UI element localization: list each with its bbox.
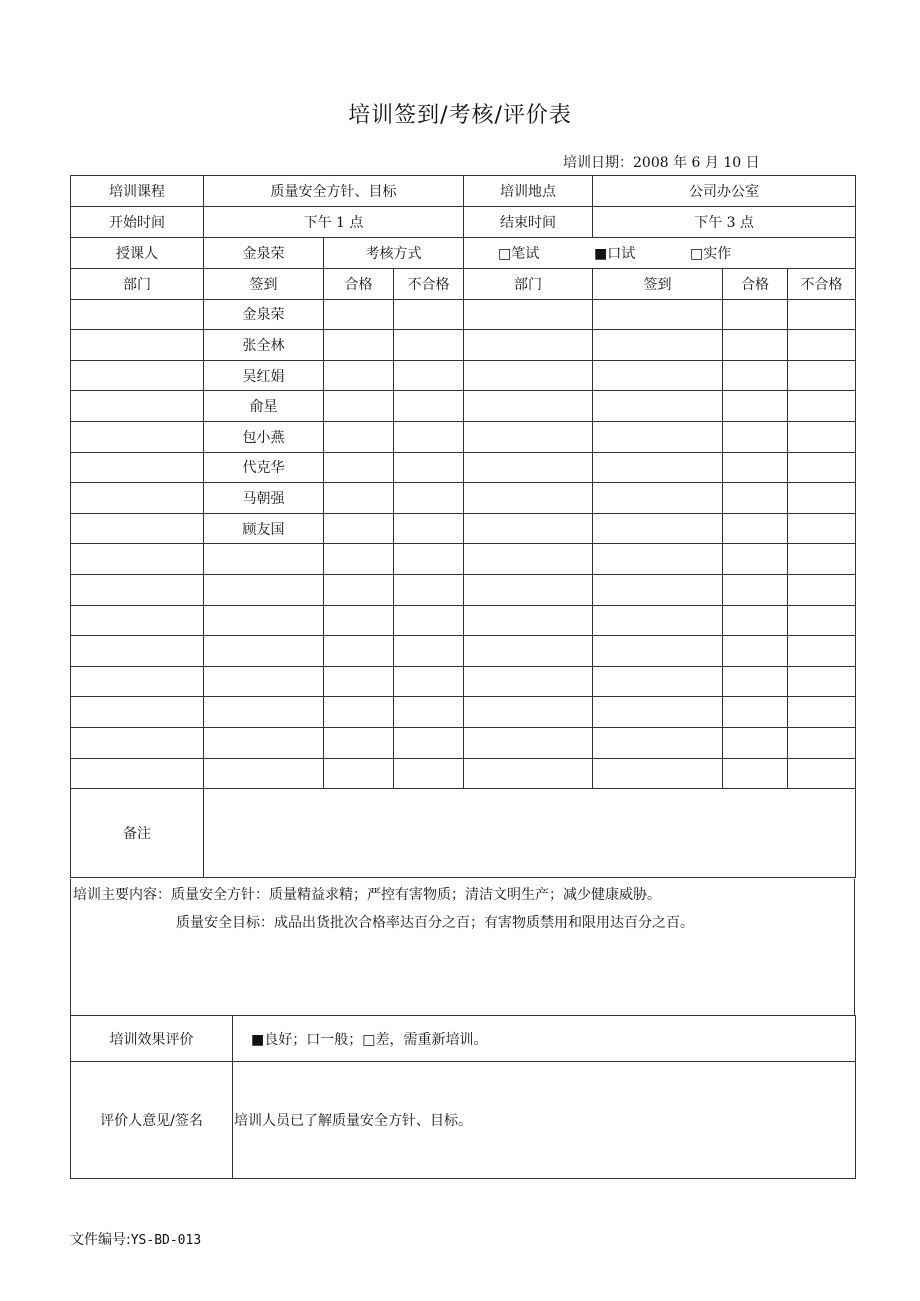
remarks-label: 备注 bbox=[71, 789, 204, 878]
end-time-label: 结束时间 bbox=[464, 207, 593, 238]
pass-cell-2[interactable] bbox=[723, 574, 788, 605]
fail-cell-2[interactable] bbox=[788, 605, 856, 636]
fail-cell-2[interactable] bbox=[788, 330, 856, 361]
fail-cell-1[interactable] bbox=[394, 452, 464, 483]
dept-cell-1[interactable] bbox=[71, 636, 204, 667]
pass-cell-1[interactable] bbox=[324, 666, 394, 697]
sign-cell-1[interactable] bbox=[204, 544, 324, 575]
method-options bbox=[464, 238, 856, 269]
fail-cell-2[interactable] bbox=[788, 299, 856, 330]
table-row bbox=[71, 330, 856, 361]
pass-cell-2[interactable] bbox=[723, 483, 788, 514]
pass-cell-1[interactable] bbox=[324, 605, 394, 636]
sign-cell-1[interactable] bbox=[204, 666, 324, 697]
sign-cell-2[interactable] bbox=[593, 636, 723, 667]
sign-cell-1[interactable]: 顾友国 bbox=[204, 513, 324, 544]
dept-cell-2[interactable] bbox=[464, 758, 593, 789]
dept-cell-1[interactable] bbox=[71, 574, 204, 605]
fail-cell-1[interactable] bbox=[394, 666, 464, 697]
dept-cell-2[interactable] bbox=[464, 299, 593, 330]
dept-cell-1[interactable] bbox=[71, 697, 204, 728]
dept-cell-2[interactable] bbox=[464, 330, 593, 361]
col-sign-2: 签到 bbox=[593, 269, 723, 300]
pass-cell-1[interactable] bbox=[324, 636, 394, 667]
pass-cell-2[interactable] bbox=[723, 421, 788, 452]
dept-cell-1[interactable] bbox=[71, 421, 204, 452]
table-row bbox=[71, 605, 856, 636]
dept-cell-2[interactable] bbox=[464, 666, 593, 697]
sign-cell-2[interactable] bbox=[593, 452, 723, 483]
dept-cell-1[interactable] bbox=[71, 727, 204, 758]
table-row bbox=[71, 421, 856, 452]
pass-cell-2[interactable] bbox=[723, 391, 788, 422]
sign-cell-2[interactable] bbox=[593, 574, 723, 605]
sign-cell-1[interactable] bbox=[204, 636, 324, 667]
dept-cell-2[interactable] bbox=[464, 483, 593, 514]
sign-cell-2[interactable] bbox=[593, 391, 723, 422]
document-number bbox=[70, 1229, 201, 1249]
fail-cell-2[interactable] bbox=[788, 758, 856, 789]
method-practical-checkbox[interactable]: □实作 bbox=[690, 246, 732, 262]
dept-cell-2[interactable] bbox=[464, 391, 593, 422]
fail-cell-2[interactable] bbox=[788, 391, 856, 422]
dept-cell-2[interactable] bbox=[464, 421, 593, 452]
dept-cell-1[interactable] bbox=[71, 452, 204, 483]
pass-cell-1[interactable] bbox=[324, 727, 394, 758]
opinion-value[interactable]: 培训人员已了解质量安全方针、目标。 bbox=[233, 1062, 856, 1179]
fail-cell-2[interactable] bbox=[788, 574, 856, 605]
sign-cell-1[interactable]: 马朝强 bbox=[204, 483, 324, 514]
dept-cell-1[interactable] bbox=[71, 544, 204, 575]
pass-cell-2[interactable] bbox=[723, 299, 788, 330]
dept-cell-2[interactable] bbox=[464, 574, 593, 605]
dept-cell-1[interactable] bbox=[71, 299, 204, 330]
course-label: 培训课程 bbox=[71, 176, 204, 207]
pass-cell-2[interactable] bbox=[723, 605, 788, 636]
training-date-value: 2008 年 6 月 10 日 bbox=[633, 155, 760, 171]
course-value: 质量安全方针、目标 bbox=[204, 176, 464, 207]
fail-cell-2[interactable] bbox=[788, 666, 856, 697]
fail-cell-2[interactable] bbox=[788, 636, 856, 667]
pass-cell-1[interactable] bbox=[324, 391, 394, 422]
dept-cell-1[interactable] bbox=[71, 483, 204, 514]
table-row bbox=[71, 574, 856, 605]
table-row bbox=[71, 758, 856, 789]
sign-cell-1[interactable]: 吴红娟 bbox=[204, 360, 324, 391]
pass-cell-1[interactable] bbox=[324, 758, 394, 789]
dept-cell-2[interactable] bbox=[464, 360, 593, 391]
fail-cell-1[interactable] bbox=[394, 360, 464, 391]
sign-cell-2[interactable] bbox=[593, 697, 723, 728]
fail-cell-1[interactable] bbox=[394, 727, 464, 758]
fail-cell-2[interactable] bbox=[788, 452, 856, 483]
dept-cell-1[interactable] bbox=[71, 758, 204, 789]
sign-cell-1[interactable]: 包小燕 bbox=[204, 421, 324, 452]
fail-cell-2[interactable] bbox=[788, 483, 856, 514]
pass-cell-1[interactable] bbox=[324, 513, 394, 544]
dept-cell-2[interactable] bbox=[464, 452, 593, 483]
method-label: 考核方式 bbox=[324, 238, 464, 269]
attendee-rows bbox=[71, 299, 856, 789]
fail-cell-1[interactable] bbox=[394, 697, 464, 728]
sign-cell-2[interactable] bbox=[593, 605, 723, 636]
sign-cell-1[interactable] bbox=[204, 697, 324, 728]
sign-cell-1[interactable]: 张全林 bbox=[204, 330, 324, 361]
sign-cell-2[interactable] bbox=[593, 758, 723, 789]
pass-cell-1[interactable] bbox=[324, 421, 394, 452]
col-dept-2: 部门 bbox=[464, 269, 593, 300]
sign-cell-1[interactable]: 代克华 bbox=[204, 452, 324, 483]
fail-cell-1[interactable] bbox=[394, 299, 464, 330]
pass-cell-2[interactable] bbox=[723, 360, 788, 391]
sign-cell-1[interactable] bbox=[204, 574, 324, 605]
table-row bbox=[71, 513, 856, 544]
table-row bbox=[71, 391, 856, 422]
dept-cell-1[interactable] bbox=[71, 605, 204, 636]
table-row bbox=[71, 360, 856, 391]
location-label: 培训地点 bbox=[464, 176, 593, 207]
fail-cell-2[interactable] bbox=[788, 727, 856, 758]
pass-cell-2[interactable] bbox=[723, 452, 788, 483]
col-fail-1: 不合格 bbox=[394, 269, 464, 300]
dept-cell-1[interactable] bbox=[71, 666, 204, 697]
pass-cell-1[interactable] bbox=[324, 299, 394, 330]
document-number-value: YS-BD-013 bbox=[130, 1233, 202, 1248]
col-pass-2: 合格 bbox=[723, 269, 788, 300]
dept-cell-1[interactable] bbox=[71, 330, 204, 361]
dept-cell-2[interactable] bbox=[464, 513, 593, 544]
pass-cell-1[interactable] bbox=[324, 697, 394, 728]
fail-cell-2[interactable] bbox=[788, 697, 856, 728]
sign-cell-1[interactable] bbox=[204, 605, 324, 636]
page-title: 培训签到/考核/评价表 bbox=[348, 103, 572, 128]
fail-cell-1[interactable] bbox=[394, 513, 464, 544]
sign-cell-2[interactable] bbox=[593, 727, 723, 758]
remarks-field[interactable] bbox=[204, 789, 856, 878]
dept-cell-1[interactable] bbox=[71, 360, 204, 391]
evaluation-table bbox=[70, 1015, 856, 1179]
end-time-value: 下午 3 点 bbox=[593, 207, 856, 238]
fail-cell-1[interactable] bbox=[394, 758, 464, 789]
training-date bbox=[563, 152, 760, 172]
table-row bbox=[71, 727, 856, 758]
pass-cell-1[interactable] bbox=[324, 330, 394, 361]
pass-cell-1[interactable] bbox=[324, 360, 394, 391]
sign-cell-1[interactable]: 金泉荣 bbox=[204, 299, 324, 330]
dept-cell-2[interactable] bbox=[464, 605, 593, 636]
training-date-label: 培训日期： bbox=[563, 155, 633, 171]
pass-cell-2[interactable] bbox=[723, 544, 788, 575]
pass-cell-2[interactable] bbox=[723, 758, 788, 789]
col-sign-1: 签到 bbox=[204, 269, 324, 300]
opinion-label: 评价人意见/签名 bbox=[71, 1062, 233, 1179]
document-number-label: 文件编号: bbox=[70, 1232, 131, 1248]
fail-cell-1[interactable] bbox=[394, 544, 464, 575]
table-row bbox=[71, 544, 856, 575]
pass-cell-2[interactable] bbox=[723, 513, 788, 544]
sign-cell-1[interactable] bbox=[204, 727, 324, 758]
fail-cell-2[interactable] bbox=[788, 513, 856, 544]
start-time-value: 下午 1 点 bbox=[204, 207, 464, 238]
teacher-value: 金泉荣 bbox=[204, 238, 324, 269]
dept-cell-2[interactable] bbox=[464, 544, 593, 575]
sign-cell-2[interactable] bbox=[593, 666, 723, 697]
table-row bbox=[71, 636, 856, 667]
sign-cell-2[interactable] bbox=[593, 483, 723, 514]
table-row bbox=[71, 452, 856, 483]
effect-value[interactable]: ■良好；口一般；□差，需重新培训。 bbox=[233, 1016, 856, 1062]
sign-cell-2[interactable] bbox=[593, 544, 723, 575]
dept-cell-2[interactable] bbox=[464, 697, 593, 728]
fail-cell-1[interactable] bbox=[394, 636, 464, 667]
sign-cell-2[interactable] bbox=[593, 421, 723, 452]
col-fail-2: 不合格 bbox=[788, 269, 856, 300]
pass-cell-2[interactable] bbox=[723, 666, 788, 697]
fail-cell-2[interactable] bbox=[788, 544, 856, 575]
fail-cell-2[interactable] bbox=[788, 360, 856, 391]
sign-cell-2[interactable] bbox=[593, 513, 723, 544]
fail-cell-1[interactable] bbox=[394, 330, 464, 361]
pass-cell-1[interactable] bbox=[324, 483, 394, 514]
col-pass-1: 合格 bbox=[324, 269, 394, 300]
pass-cell-2[interactable] bbox=[723, 727, 788, 758]
sign-cell-2[interactable] bbox=[593, 360, 723, 391]
method-oral-checkbox[interactable]: ■口试 bbox=[594, 246, 636, 262]
dept-cell-2[interactable] bbox=[464, 636, 593, 667]
teacher-label: 授课人 bbox=[71, 238, 204, 269]
pass-cell-2[interactable] bbox=[723, 330, 788, 361]
sign-cell-2[interactable] bbox=[593, 299, 723, 330]
table-row bbox=[71, 666, 856, 697]
content-line-1: 培训主要内容：质量安全方针：质量精益求精；严控有害物质；清洁文明生产；减少健康威胁。 bbox=[73, 887, 661, 903]
fail-cell-1[interactable] bbox=[394, 391, 464, 422]
pass-cell-1[interactable] bbox=[324, 544, 394, 575]
pass-cell-1[interactable] bbox=[324, 574, 394, 605]
sign-cell-1[interactable] bbox=[204, 758, 324, 789]
sign-cell-1[interactable]: 俞星 bbox=[204, 391, 324, 422]
pass-cell-1[interactable] bbox=[324, 452, 394, 483]
effect-label: 培训效果评价 bbox=[71, 1016, 233, 1062]
table-row bbox=[71, 697, 856, 728]
training-content bbox=[70, 879, 855, 1016]
content-line-2: 质量安全目标：成品出货批次合格率达百分之百；有害物质禁用和限用达百分之百。 bbox=[176, 915, 694, 931]
table-row bbox=[71, 299, 856, 330]
sign-in-table bbox=[70, 175, 856, 878]
fail-cell-1[interactable] bbox=[394, 574, 464, 605]
start-time-label: 开始时间 bbox=[71, 207, 204, 238]
dept-cell-2[interactable] bbox=[464, 727, 593, 758]
location-value: 公司办公室 bbox=[593, 176, 856, 207]
pass-cell-2[interactable] bbox=[723, 697, 788, 728]
sign-cell-2[interactable] bbox=[593, 330, 723, 361]
dept-cell-1[interactable] bbox=[71, 513, 204, 544]
method-written-checkbox[interactable]: □笔试 bbox=[498, 246, 540, 262]
fail-cell-1[interactable] bbox=[394, 605, 464, 636]
table-row bbox=[71, 483, 856, 514]
fail-cell-1[interactable] bbox=[394, 483, 464, 514]
col-dept-1: 部门 bbox=[71, 269, 204, 300]
fail-cell-2[interactable] bbox=[788, 421, 856, 452]
fail-cell-1[interactable] bbox=[394, 421, 464, 452]
pass-cell-2[interactable] bbox=[723, 636, 788, 667]
dept-cell-1[interactable] bbox=[71, 391, 204, 422]
